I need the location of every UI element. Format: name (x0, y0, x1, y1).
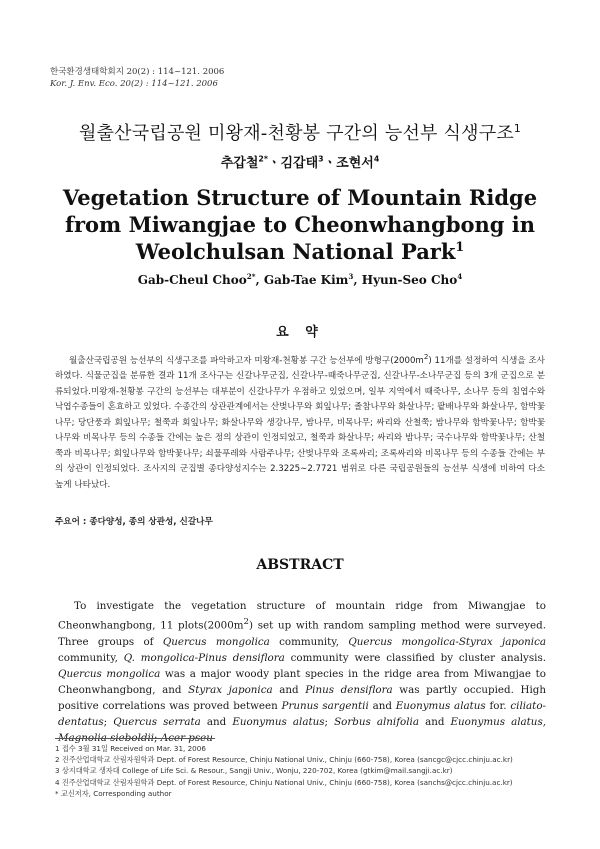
abstract-text-run: - (194, 651, 199, 664)
korean-abstract-heading: 요 약 (276, 325, 324, 340)
korean-author: 추갑철 (220, 156, 259, 171)
abstract-text-run: community were classified by cluster analysis. (284, 651, 546, 664)
english-title (60, 184, 540, 265)
author-affiliation-mark: 2* (258, 154, 268, 164)
author-separator: ㆍ (323, 156, 337, 171)
abstract-text-run: community, (269, 635, 349, 648)
abstract-text-run: ) 11개를 설정하여 식생을 조사하였다. 식물군집을 분류한 결과 11개 조사구는 신갈나무군집, 신갈나무-때죽나무군집, 신갈나무-소나무군집 등의 3개 군집으로 분류되었다.미왕재-천황봉 구간의 능선부는 대부분이 신갈나무가 우점하고 있었으며, 일부 지역에서 때죽나무, 소나무 등의 침엽수와 낙엽수종들이 혼효하고 있었다. 수종간의 상관관계에서는 산벚나무와 회잎나무; 졸참나무와 화살나무; 팥배나무와 화살나무, 함박꽃나무; 당단풍과 회잎나무; 철쭉과 회잎나무; 화살나무와 생강나무, 밤나무, 비목나무; 싸리와 산철쭉; 밤나무와 함박꽃나무; 함박꽃나무와 비목나무 등의 수종들 간에는 높은 정의 상관이 인정되었고, 철쭉과 화살나무; 싸리와 밤나무; 국수나무와 함박꽃나무; 산철쭉과 비목나무; 회잎나무와 함박꽃나무; 쇠물푸레와 사람주나무; 산벚나무와 조록싸리; 조록싸리와 비목나무 등의 수종들 간에는 부의 상관이 인정되었다. 조사지의 군집별 종다양성지수는 2.3225∼2.7721 범위로 다른 국립공원들의 능선부 식생에 비하여 다소 높게 나타났다. (55, 355, 545, 490)
english-author: Gab-Cheul Choo (137, 273, 247, 287)
abstract-text-run: was a major woody plant species in the ridge area from Miwangjae to Cheonwhangbong, and (58, 667, 546, 696)
abstract-text-run: ) set up with random sampling method were surveyed. Three groups of (58, 619, 546, 648)
unit-superscript: 2 (243, 617, 250, 628)
korean-keywords: 주요어 : 종다양성, 종의 상관성, 신갈나무 (55, 517, 213, 527)
author-separator: ㆍ (267, 156, 281, 171)
species-name: Prunus sargentii (281, 699, 369, 712)
author-separator: , (353, 273, 362, 287)
korean-author: 김갑태 (280, 156, 319, 171)
english-author: Gab-Tae Kim (263, 273, 349, 287)
korean-title (0, 119, 600, 145)
footnotes (55, 743, 550, 799)
abstract-text-run: was partly occupied. High positive correlations was proved between (58, 683, 546, 712)
author-affiliation-mark: 3 (318, 154, 324, 164)
korean-authors (0, 152, 600, 171)
journal-citation-english: Kor. J. Env. Eco. 20(2) : 114~121. 2006 (50, 79, 218, 89)
footnote-divider (55, 738, 215, 739)
species-name: Euonymus alatus (395, 699, 486, 712)
species-name: ciliato-dentatus (58, 699, 546, 729)
abstract-text-run: ; (103, 716, 114, 729)
abstract-text-run: ; (154, 732, 161, 745)
korean-author: 조현서 (336, 156, 374, 171)
abstract-text-run: ; (324, 716, 335, 729)
species-name: Styrax japonica (458, 635, 546, 648)
abstract-text-run: and (368, 699, 396, 712)
abstract-text-run: 월출산국립공원 능선부의 식생구조를 파악하고자 미왕재-천황봉 구간 능선부에 방형구(2000m (69, 355, 424, 366)
author-affiliation-mark: 4 (457, 272, 463, 281)
english-title-footnote-mark: 1 (455, 239, 465, 254)
footnote-affiliation: 3 상지대학교 생자대 College of Life Sci. & Resour., Sangji Univ., Wonju, 220-702, Korea (gtkim@mail.sangji.ac.kr) (55, 766, 453, 776)
abstract-text-run: and (418, 716, 451, 729)
english-authors (0, 273, 600, 287)
abstract-text-run: for. (485, 699, 511, 712)
species-name: Quercus mongolica (58, 667, 161, 680)
footnote-affiliation: 2 진주산업대학교 산림자원학과 Dept. of Forest Resource, Chinju National Univ., Chinju (660-758), Korea (sancgc@cjcc.chinju.ac.kr) (55, 755, 513, 765)
footnote-corresponding: * 교신저자, Corresponding author (55, 788, 172, 798)
species-name: Euonymus alatus (232, 716, 325, 729)
species-name: Q. mongolica (123, 651, 195, 664)
abstract-text-run: and (200, 716, 233, 729)
english-abstract-body (58, 598, 546, 746)
species-name: Pinus densiflora (198, 651, 285, 664)
author-affiliation-mark: 3 (348, 272, 354, 281)
author-affiliation-mark: 2* (246, 272, 256, 281)
author-affiliation-mark: 4 (373, 154, 380, 164)
unit-superscript: 2 (423, 352, 429, 361)
korean-title-text: 월출산국립공원 미왕재-천황봉 구간의 능선부 식생구조 (79, 123, 514, 144)
korean-title-footnote-mark: 1 (513, 122, 521, 135)
abstract-text-run: To investigate the vegetation structure of mountain ridge from Miwangjae to Cheonwhangbong, 11 plots(2000m (58, 600, 546, 632)
abstract-text-run: community, (58, 651, 124, 664)
species-name: Sorbus alnifolia (334, 716, 419, 729)
author-separator: , (255, 273, 264, 287)
species-name: Euonymus alatus, Magnolia sieboldii (58, 716, 547, 745)
abstract-text-run: and (272, 683, 306, 696)
english-title-text: Vegetation Structure of Mountain Ridge from Miwangjae to Cheonwhangbong in Weolchulsan National Park (62, 185, 538, 264)
footnote-affiliation: 4 진주산업대학교 산림자원학과 Dept. of Forest Resource, Chinju National Univ., Chinju (660-758), Korea (sanchs@cjcc.chinju.ac.kr) (55, 777, 513, 787)
english-author: Hyun-Seo Cho (361, 273, 458, 287)
korean-abstract-body (55, 349, 545, 493)
footnote-received: 1 접수 3월 31일 Received on Mar. 31, 2006 (55, 744, 206, 753)
english-abstract-heading: ABSTRACT (256, 557, 344, 573)
species-name: Quercus mongolica (162, 635, 270, 648)
species-name: Quercus serrata (113, 716, 201, 729)
species-name: Styrax japonica (188, 683, 273, 696)
journal-citation (50, 66, 224, 90)
species-name: Pinus densiflora (305, 683, 393, 696)
journal-citation-korean: 한국환경생태학회지 20(2) : 114~121. 2006 (50, 67, 225, 77)
species-name: Acer pseu (160, 732, 213, 745)
species-name: Quercus mongolica (348, 635, 456, 648)
abstract-text-run: - (455, 635, 459, 648)
